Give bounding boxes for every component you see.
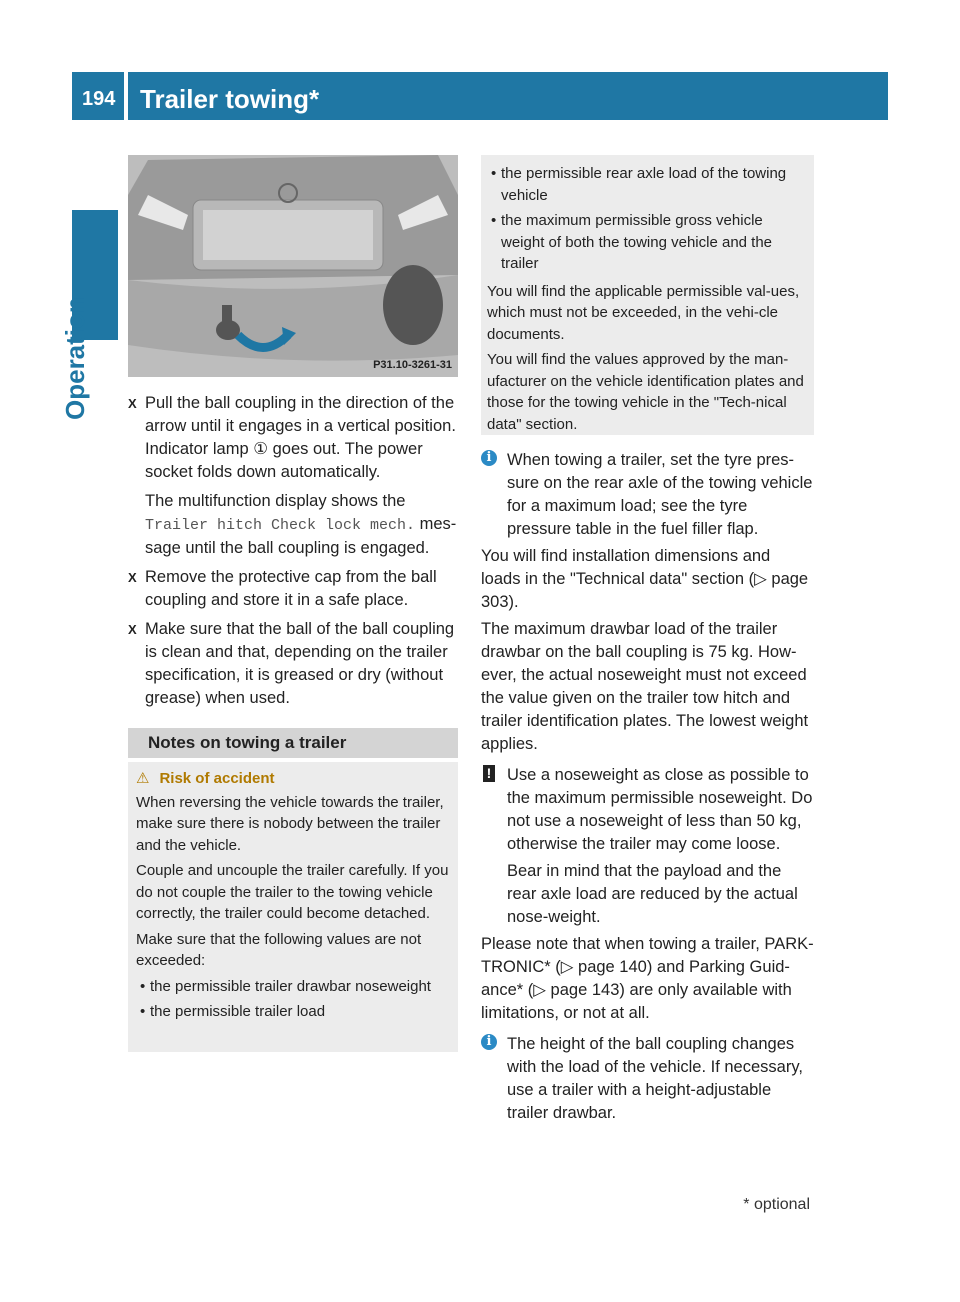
step-item: X Pull the ball coupling in the direction of the arrow until it engages in a vertical position. Indicator lamp ① goes out. The power socket folds down automatically. The multifunction display shows the Trailer hitch Check lock mech. mes-sage until the ball coupling is engaged. [128, 392, 463, 560]
step-item: X Make sure that the ball of the ball coupling is clean and that, depending on the trailer specification, it is greased or dry (without grease) when used. [128, 620, 455, 707]
info-icon: i [481, 1034, 497, 1050]
footer-note: * optional [743, 1196, 810, 1213]
step-arrow-icon: X [128, 622, 137, 637]
list-item: • the permissible trailer load [140, 1003, 326, 1020]
warning-title: Risk of accident [159, 770, 275, 787]
figure-code: P31.10-3261-31 [373, 359, 452, 371]
warning-box: ⚠ Risk of accident When reversing the vehicle towards the trailer, make sure there is nobody between the trailer and the vehicle. Couple and uncouple the trailer carefully. If you do not couple the trailer to the towing vehicle correctly, the trailer could become detached. Make sure that the following values are not exceeded: • the permissible trailer drawbar noseweight • the permissible trailer load [128, 762, 458, 1052]
info-note: i When towing a trailer, set the tyre pres-sure on the rear axle of the towing vehicle for a maximum load; see the tyre pressure table in the fuel filler flap. [481, 449, 814, 541]
warning-icon: ⚠ [136, 770, 150, 787]
trailer-hitch-photo [128, 155, 458, 377]
indicator-lamp-icon: ① [253, 440, 269, 458]
warning-continuation-box: • the permissible rear axle load of the towing vehicle • the maximum permissible gross vehicle weight of both the towing vehicle and the trailer You will find the applicable permissible val-ues, which must not be exceeded, in the vehi-cle documents. You will find the values approved by the man-ufacturer on the vehicle identification plates and those for the towing vehicle in the "Tech-nical data" section. [481, 155, 814, 435]
page-number: 194 [82, 88, 116, 110]
header-divider [124, 72, 128, 120]
step-arrow-icon: X [128, 396, 137, 411]
side-tab-label: Operation [60, 297, 90, 420]
list-item: • the maximum permissible gross vehicle weight of both the towing vehicle and the trailer [491, 212, 773, 272]
display-note: The multifunction display shows the Trailer hitch Check lock mech. mes-sage until the ball coupling is engaged. [145, 492, 457, 557]
info-icon: i [481, 450, 497, 466]
section-heading: Notes on towing a trailer [128, 728, 458, 758]
step-item: X Remove the protective cap from the ball coupling and store it in a safe place. [128, 568, 437, 609]
car-rear-illustration [128, 155, 458, 377]
right-column: • the permissible rear axle load of the towing vehicle • the maximum permissible gross vehicle weight of both the towing vehicle and the trailer You will find the applicable permissible val-ues, which must not be exceeded, in the vehi-cle documents. You will find the values approved by the man-ufacturer on the vehicle identification plates and those for the towing vehicle in the "Tech-nical data" section. i When towing a trailer, set the tyre pres-sure on the rear axle of the towing vehicle for a maximum load; see the tyre pressure table in the fuel filler flap. You will find installation dimensions and loads in the "Technical data" section (▷ page 303). The maximum drawbar load of the trailer drawbar on the ball coupling is 75 kg. How-ever, the actual noseweight must not exceed the value given on the trailer tow hitch and trailer identification plates. The lowest weight applies. ! Use a noseweight as close as possible to the maximum permissible noseweight. Do not use a noseweight of less than 50 kg, otherwise the trailer may come loose. Bear in mind that the payload and the rear axle load are reduced by the actual nose-weight. Please note that when towing a trailer, PARK-TRONIC* (▷ page 140) and Parking Guid-ance* (▷ page 143) are only available with limitations, or not at all. i The height of the ball coupling changes with the load of the vehicle. If necessary, use a trailer with a height-adjustable trailer drawbar. [481, 155, 814, 1125]
caution-note: ! Use a noseweight as close as possible to the maximum permissible noseweight. Do not use a noseweight of less than 50 kg, otherwise the trailer may come loose. Bear in mind that the payload and the rear axle load are reduced by the actual nose-weight. [481, 764, 814, 929]
display-message: Trailer hitch Check lock mech. [145, 517, 416, 534]
exclamation-icon: ! [483, 765, 495, 782]
page-title: Trailer towing* [140, 84, 320, 114]
left-column [128, 392, 463, 716]
info-note: i The height of the ball coupling changes with the load of the vehicle. If necessary, use a trailer with a height-adjustable trailer drawbar. [481, 1033, 814, 1125]
list-item: • the permissible rear axle load of the towing vehicle [491, 165, 787, 204]
step-arrow-icon: X [128, 570, 137, 585]
list-item: • the permissible trailer drawbar noseweight [140, 977, 431, 995]
